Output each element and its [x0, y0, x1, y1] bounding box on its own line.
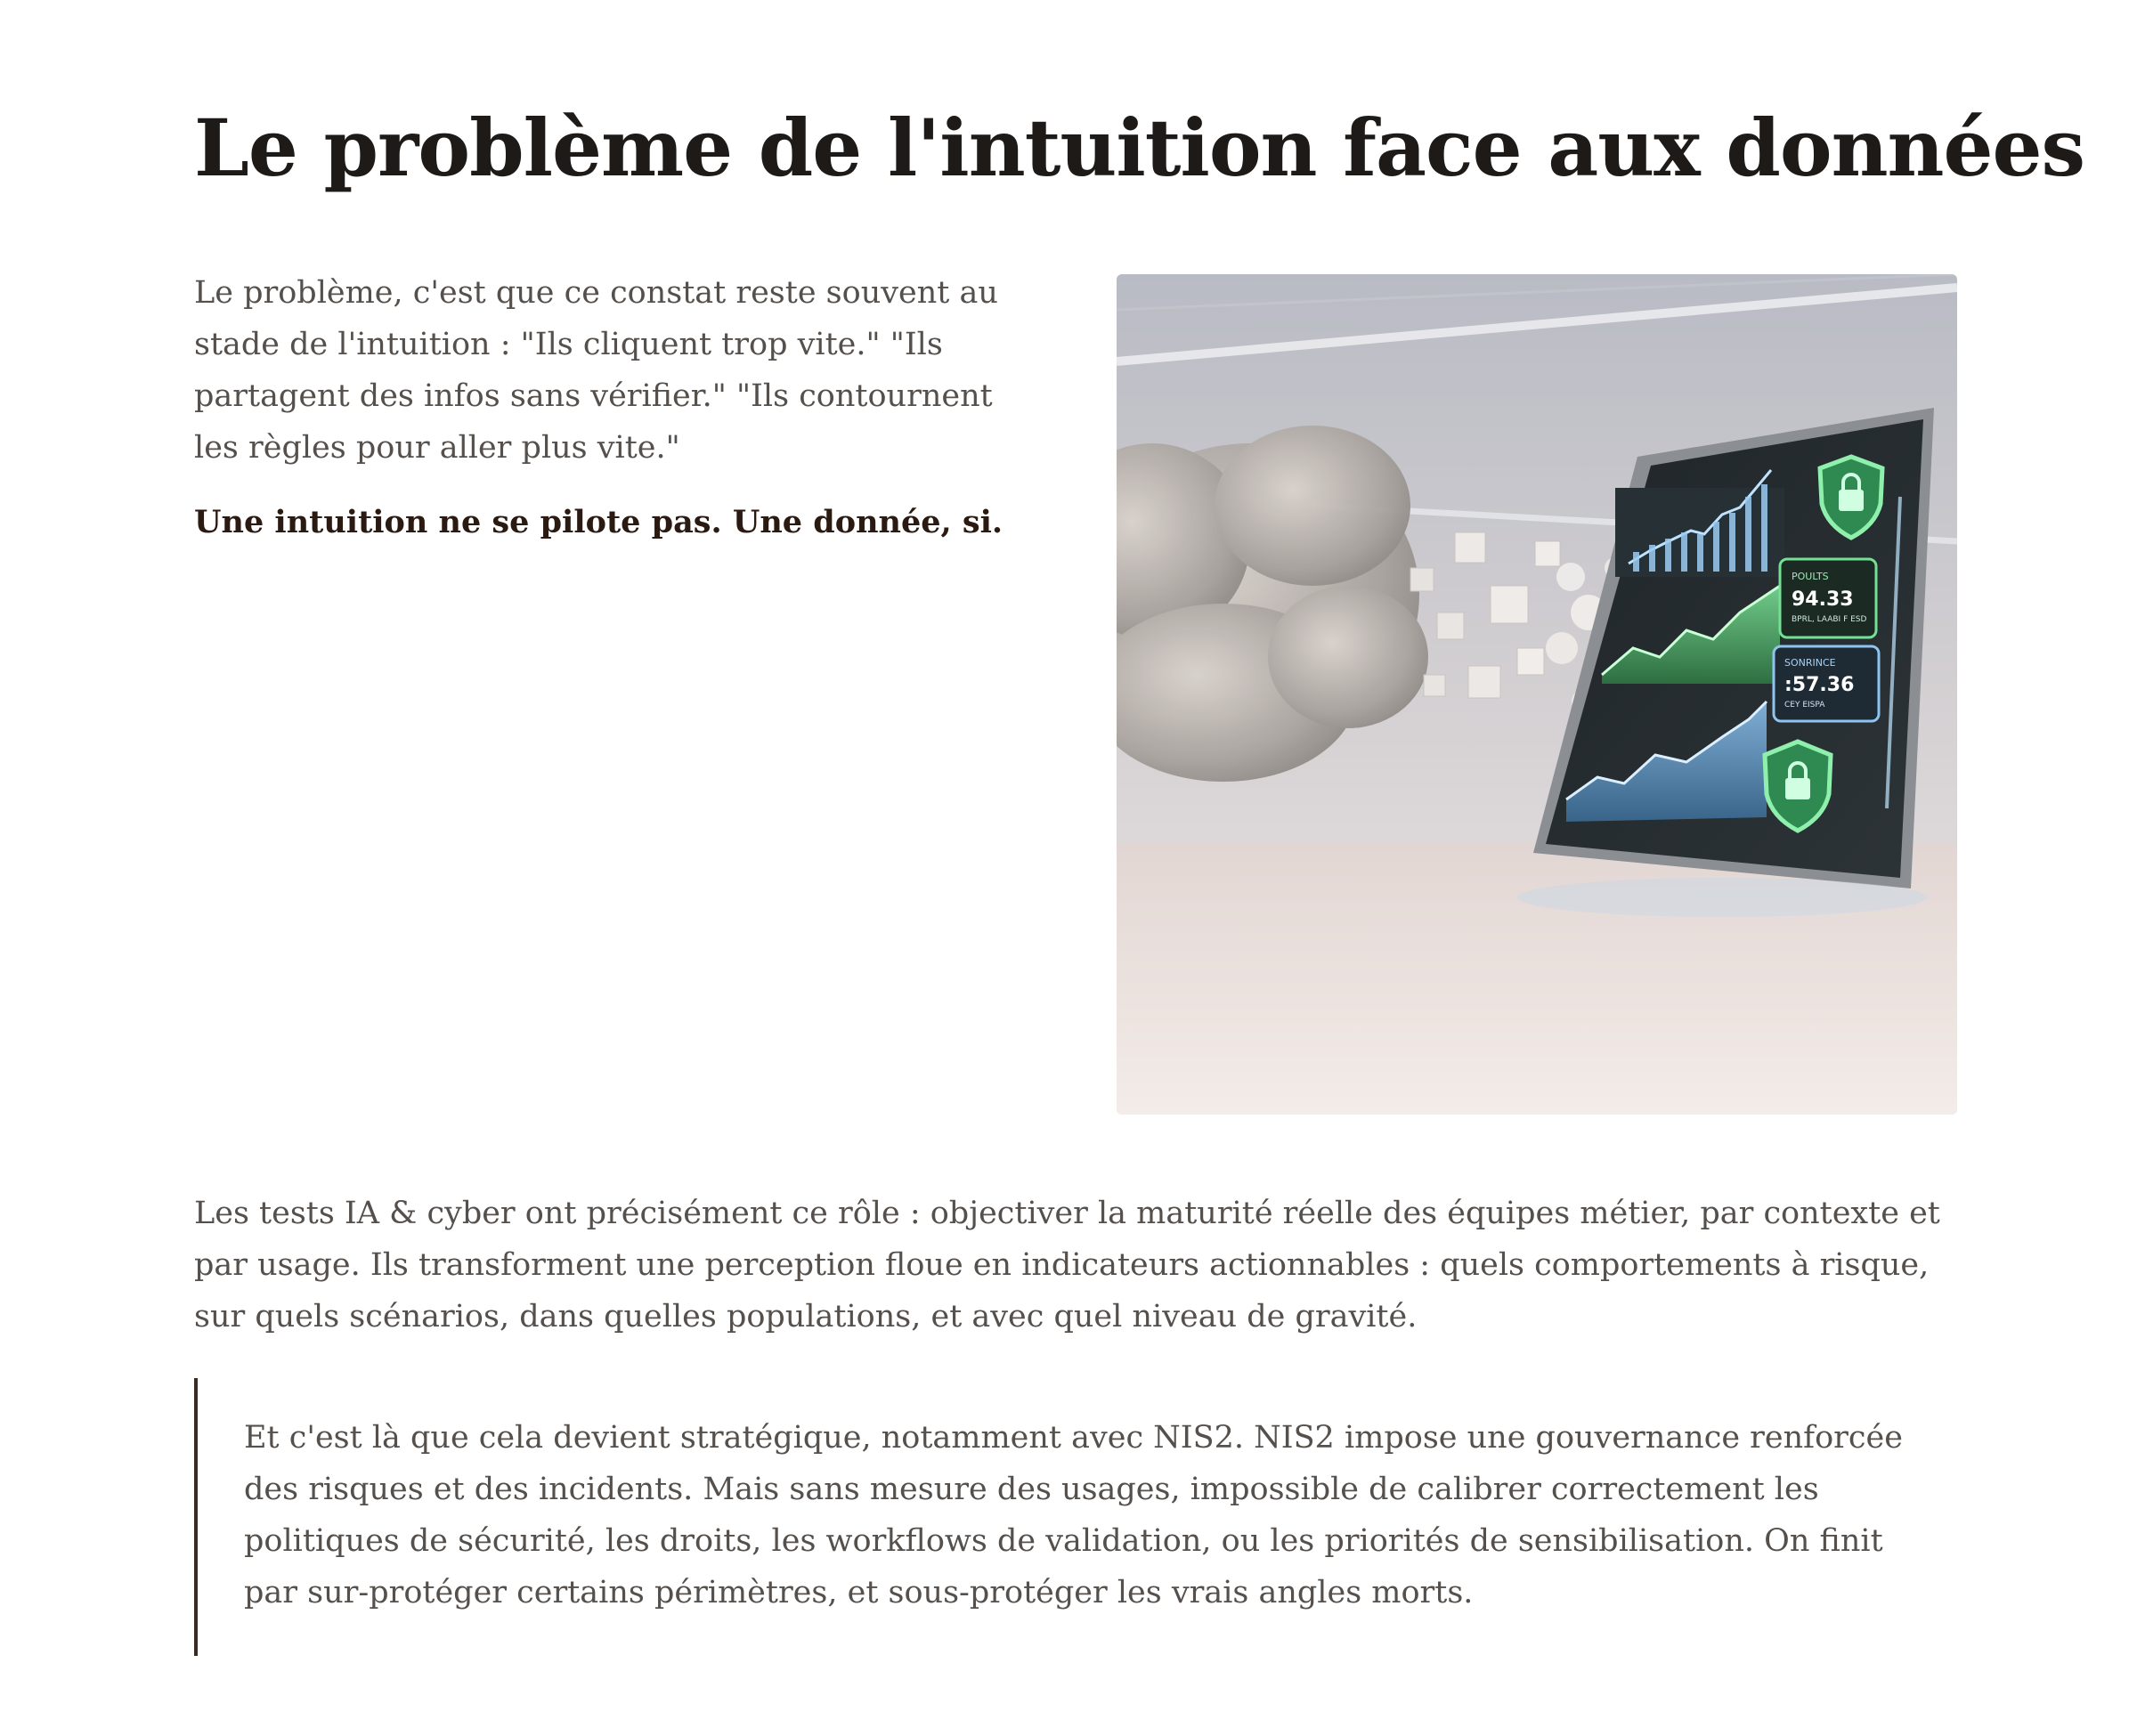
intro-paragraph: Le problème, c'est que ce constat reste souvent au stade de l'intuition : "Ils cliquent trop vite." "Ils partagent des infos sans vérifier." "Ils contournent les règles pour aller plus vite." [194, 275, 998, 466]
svg-text:94.33: 94.33 [1792, 588, 1854, 611]
svg-text::57.36: :57.36 [1784, 674, 1855, 696]
metric-card [1780, 559, 1876, 637]
metric-card [1774, 646, 1879, 721]
hero-illustration [1117, 274, 1957, 1115]
svg-text:BPRL, LAABI F ESD: BPRL, LAABI F ESD [1792, 615, 1867, 624]
body-paragraph: Les tests IA & cyber ont précisément ce rôle : objectiver la maturité réelle des équipes métier, par contexte et par usage. Ils transforment une perception floue en indicateurs actionnables : quels comportements à risque, sur quels scénarios, dans quelles populations, et avec quel niveau de gravité. [194, 1196, 1940, 1334]
intro-emphasis: Une intuition ne se pilote pas. Une donnée, si. [194, 504, 1003, 540]
blockquote-text: Et c'est là que cela devient stratégique, notamment avec NIS2. NIS2 impose une gouvernance renforcée des risques et des incidents. Mais sans mesure des usages, impossible de calibrer correctement les politiques de sécurité, les droits, les workflows de validation, ou les priorités de sensibilisation. On finit par sur-protéger certains périmètres, et sous-protéger les vrais angles morts. [244, 1420, 1903, 1610]
svg-text:CEY EISPA: CEY EISPA [1784, 701, 1825, 710]
intro-column [194, 267, 1031, 548]
blockquote [194, 1378, 1904, 1656]
svg-text:SONRINCE: SONRINCE [1784, 657, 1836, 669]
svg-text:POULTS: POULTS [1792, 571, 1829, 582]
page-title: Le problème de l'intuition face aux données [194, 101, 2085, 194]
